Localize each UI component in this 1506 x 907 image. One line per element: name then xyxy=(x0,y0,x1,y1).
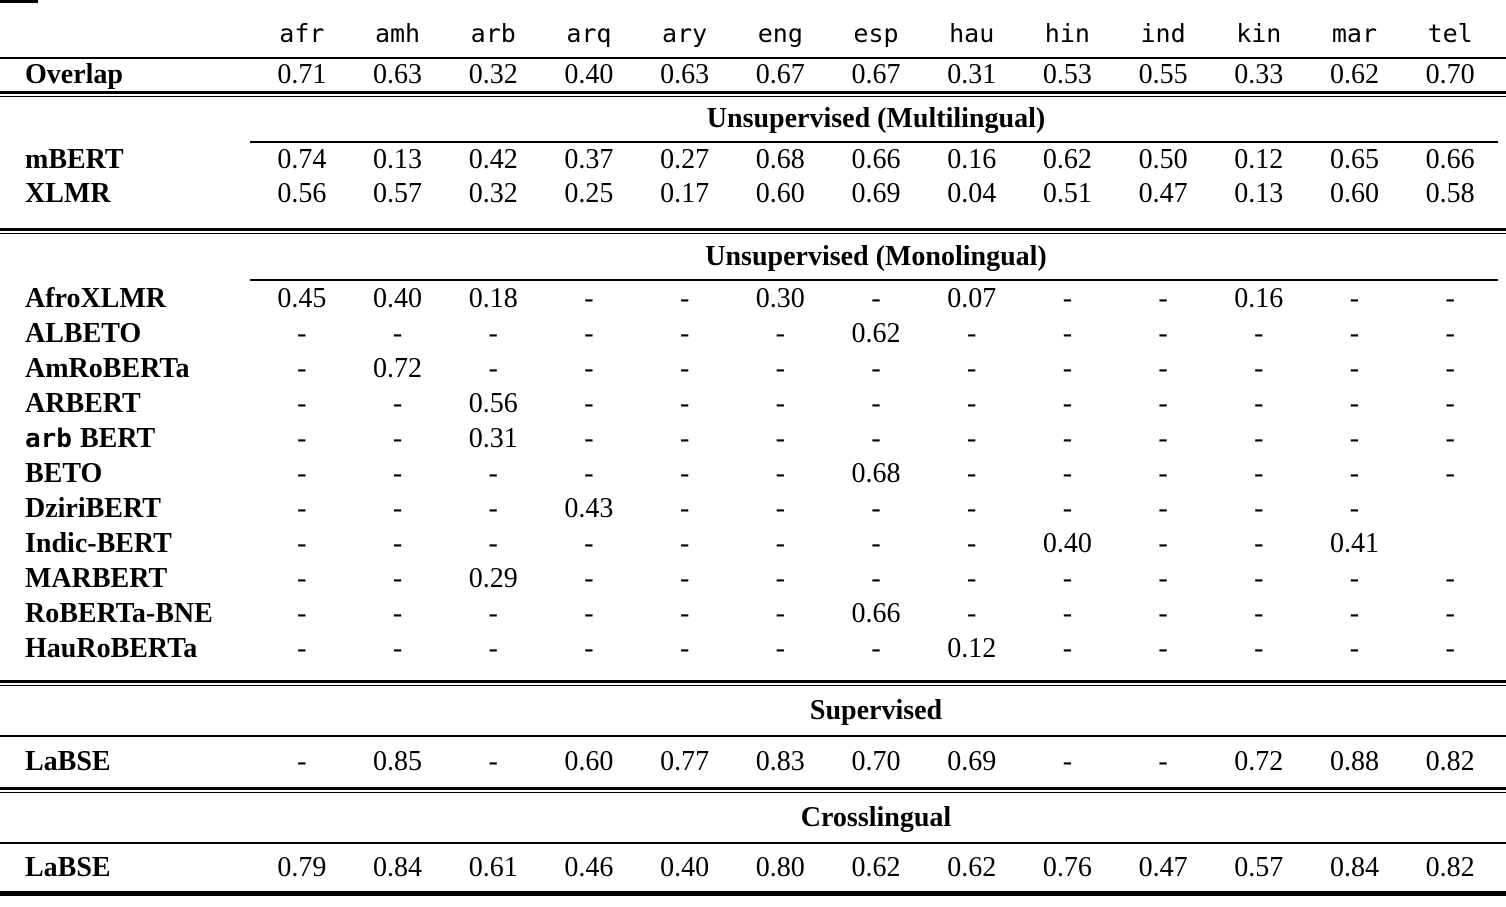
table-row xyxy=(0,631,1506,666)
value-cell: - xyxy=(679,352,690,384)
value-cell: - xyxy=(1445,317,1455,349)
row-label: BETO xyxy=(25,457,103,489)
value-cell: 0.30 xyxy=(755,282,805,314)
value-cell: 0.80 xyxy=(755,851,805,883)
value-cell: - xyxy=(392,422,403,454)
value-cell: 0.33 xyxy=(1234,59,1284,90)
value-cell: 0.67 xyxy=(755,59,805,90)
row-label: RoBERTa-BNE xyxy=(25,597,213,629)
value-cell: - xyxy=(1062,746,1073,777)
value-cell: 0.07 xyxy=(947,282,997,314)
value-cell: - xyxy=(1062,282,1073,314)
table-row xyxy=(0,281,1506,316)
value-cell: - xyxy=(1445,422,1455,454)
value-cell: 0.25 xyxy=(564,178,614,209)
section-title: Crosslingual xyxy=(800,801,952,833)
row-label-part: BERT xyxy=(79,422,156,454)
value-cell: 0.47 xyxy=(1138,851,1188,883)
value-cell: - xyxy=(679,387,690,419)
value-cell: 0.76 xyxy=(1042,851,1092,883)
value-cell: 0.16 xyxy=(947,144,997,175)
value-cell: - xyxy=(392,317,403,349)
value-cell: - xyxy=(297,422,307,454)
value-cell: 0.82 xyxy=(1425,746,1475,777)
value-cell: 0.62 xyxy=(851,317,901,349)
cropped-rule-fragment xyxy=(0,0,38,3)
value-cell: 0.12 xyxy=(947,632,997,664)
value-cell: - xyxy=(871,562,881,594)
value-cell: 0.40 xyxy=(1042,527,1092,559)
table-row xyxy=(0,561,1506,596)
section-title: Unsupervised (Monolingual) xyxy=(705,240,1047,272)
value-cell: - xyxy=(679,422,690,454)
value-cell: - xyxy=(775,632,785,664)
value-cell: - xyxy=(297,457,307,489)
col-header-hin: hin xyxy=(1044,19,1090,48)
value-cell: 0.40 xyxy=(660,851,710,883)
value-cell: 0.69 xyxy=(947,746,997,777)
value-cell: - xyxy=(967,527,977,559)
col-header-tel: tel xyxy=(1427,19,1473,48)
value-cell: 0.68 xyxy=(755,144,805,175)
value-cell: - xyxy=(297,492,307,524)
col-header-eng: eng xyxy=(757,19,803,48)
value-cell: - xyxy=(1254,457,1264,489)
value-cell: - xyxy=(1254,597,1264,629)
value-cell: - xyxy=(297,387,307,419)
value-cell: - xyxy=(775,492,785,524)
value-cell: 0.66 xyxy=(851,144,901,175)
value-cell: - xyxy=(1445,457,1455,489)
value-cell: - xyxy=(871,492,881,524)
value-cell: 0.32 xyxy=(468,59,518,90)
value-cell: - xyxy=(297,746,307,777)
value-cell: - xyxy=(297,632,307,664)
row-label: Overlap xyxy=(25,59,123,90)
value-cell: - xyxy=(584,422,594,454)
table-row xyxy=(0,177,1506,211)
value-cell: - xyxy=(1445,562,1455,594)
value-cell: - xyxy=(1254,422,1264,454)
value-cell: 0.65 xyxy=(1329,144,1379,175)
value-cell: 0.62 xyxy=(851,851,901,883)
value-cell: - xyxy=(679,492,690,524)
table-row xyxy=(0,526,1506,561)
value-cell: - xyxy=(584,632,594,664)
value-cell: - xyxy=(392,562,403,594)
value-cell: - xyxy=(775,597,785,629)
row-label: Indic-BERT xyxy=(25,527,172,559)
value-cell: - xyxy=(775,422,785,454)
value-cell: 0.70 xyxy=(1425,59,1475,90)
value-cell: - xyxy=(392,632,403,664)
value-cell: - xyxy=(297,597,307,629)
value-cell: 0.47 xyxy=(1138,178,1188,209)
value-cell: 0.13 xyxy=(1234,178,1284,209)
value-cell: - xyxy=(1445,632,1455,664)
value-cell: - xyxy=(1158,527,1168,559)
table-row xyxy=(0,143,1506,177)
corner-cell xyxy=(0,0,254,57)
value-cell: - xyxy=(967,422,977,454)
value-cell: 0.77 xyxy=(660,746,710,777)
value-cell: 0.79 xyxy=(277,851,327,883)
value-cell: - xyxy=(297,352,307,384)
value-cell: - xyxy=(1349,457,1360,489)
table-row xyxy=(0,456,1506,491)
table-sections xyxy=(0,91,1506,891)
table-row xyxy=(0,421,1506,456)
value-cell: - xyxy=(584,387,594,419)
value-cell: - xyxy=(679,632,690,664)
value-cell: 0.41 xyxy=(1329,527,1379,559)
value-cell: - xyxy=(1062,387,1073,419)
value-cell: 0.56 xyxy=(468,387,518,419)
value-cell: - xyxy=(1349,597,1360,629)
value-cell: - xyxy=(1062,562,1073,594)
value-cell: - xyxy=(584,352,594,384)
value-cell: - xyxy=(1158,387,1168,419)
value-cell: - xyxy=(1349,422,1360,454)
value-cell: - xyxy=(871,527,881,559)
value-cell: 0.63 xyxy=(660,59,710,90)
row-label: LaBSE xyxy=(25,746,111,777)
value-cell: - xyxy=(967,387,977,419)
value-cell: - xyxy=(392,597,403,629)
col-header-kin: kin xyxy=(1236,19,1282,48)
col-header-ind: ind xyxy=(1140,19,1186,48)
value-cell: 0.70 xyxy=(851,746,901,777)
value-cell: - xyxy=(584,282,594,314)
value-cell: 0.57 xyxy=(373,178,423,209)
value-cell: - xyxy=(488,597,498,629)
value-cell: - xyxy=(679,527,690,559)
value-cell: - xyxy=(1254,562,1264,594)
value-cell: - xyxy=(1349,387,1360,419)
value-cell: - xyxy=(297,562,307,594)
value-cell: 0.60 xyxy=(564,746,614,777)
value-cell: - xyxy=(1158,317,1168,349)
value-cell: 0.68 xyxy=(851,457,901,489)
value-cell: - xyxy=(297,527,307,559)
value-cell xyxy=(1402,526,1498,561)
value-cell: - xyxy=(1062,632,1073,664)
value-cell: - xyxy=(679,282,690,314)
value-cell: 0.04 xyxy=(947,178,997,209)
value-cell: - xyxy=(1158,492,1168,524)
bottom-rule xyxy=(0,891,1506,896)
value-cell: 0.40 xyxy=(373,282,423,314)
value-cell: - xyxy=(488,352,498,384)
col-header-mar: mar xyxy=(1331,19,1378,48)
value-cell: 0.74 xyxy=(277,144,327,175)
value-cell: - xyxy=(1445,597,1455,629)
value-cell: - xyxy=(1158,597,1168,629)
value-cell: 0.43 xyxy=(564,492,614,524)
value-cell: - xyxy=(871,422,881,454)
value-cell: 0.32 xyxy=(468,178,518,209)
value-cell: - xyxy=(871,282,881,314)
value-cell xyxy=(1402,491,1498,526)
row-label: ALBETO xyxy=(25,317,142,349)
col-header-arq: arq xyxy=(566,19,612,48)
value-cell: - xyxy=(1158,562,1168,594)
value-cell: - xyxy=(679,457,690,489)
value-cell: 0.13 xyxy=(373,144,423,175)
value-cell: 0.17 xyxy=(660,178,710,209)
table-row xyxy=(0,316,1506,351)
value-cell: 0.84 xyxy=(373,851,423,883)
col-header-ary: ary xyxy=(662,19,708,48)
section-bottom-padding xyxy=(0,211,1506,228)
section-title: Supervised xyxy=(809,694,943,726)
value-cell: 0.60 xyxy=(755,178,805,209)
col-header-amh: amh xyxy=(374,19,421,48)
value-cell: 0.57 xyxy=(1234,851,1284,883)
value-cell: - xyxy=(871,387,881,419)
value-cell: - xyxy=(488,746,498,777)
value-cell: - xyxy=(775,562,785,594)
value-cell: 0.37 xyxy=(564,144,614,175)
value-cell: - xyxy=(775,387,785,419)
col-header-esp: esp xyxy=(853,19,899,48)
value-cell: - xyxy=(392,387,403,419)
value-cell: 0.50 xyxy=(1138,144,1188,175)
value-cell: - xyxy=(392,527,403,559)
value-cell: - xyxy=(1254,527,1264,559)
row-label: LaBSE xyxy=(25,851,111,883)
section-title: Unsupervised (Multilingual) xyxy=(706,103,1046,134)
value-cell: - xyxy=(1062,597,1073,629)
value-cell: - xyxy=(1349,632,1360,664)
value-cell: - xyxy=(1062,352,1073,384)
value-cell: - xyxy=(967,562,977,594)
row-label: ARBERT xyxy=(25,387,141,419)
value-cell: - xyxy=(1254,632,1264,664)
value-cell: - xyxy=(967,317,977,349)
value-cell: 0.46 xyxy=(564,851,614,883)
value-cell: - xyxy=(1158,746,1168,777)
value-cell: 0.72 xyxy=(1234,746,1284,777)
value-cell: 0.40 xyxy=(564,59,614,90)
table-row xyxy=(0,596,1506,631)
value-cell: - xyxy=(584,317,594,349)
value-cell: - xyxy=(967,492,977,524)
value-cell: - xyxy=(1349,352,1360,384)
value-cell: 0.56 xyxy=(277,178,327,209)
value-cell: - xyxy=(775,352,785,384)
value-cell: - xyxy=(775,527,785,559)
col-header-afr: afr xyxy=(279,19,325,48)
value-cell: - xyxy=(679,562,690,594)
table-row xyxy=(0,386,1506,421)
value-cell: - xyxy=(871,352,881,384)
row-label: MARBERT xyxy=(25,562,168,594)
value-cell: 0.31 xyxy=(468,422,518,454)
value-cell: 0.42 xyxy=(468,144,518,175)
row-label: DziriBERT xyxy=(25,492,161,524)
value-cell: - xyxy=(1445,352,1455,384)
value-cell: - xyxy=(488,527,498,559)
value-cell: - xyxy=(1349,492,1360,524)
row-label: XLMR xyxy=(25,178,111,209)
value-cell: - xyxy=(871,632,881,664)
value-cell: 0.61 xyxy=(468,851,518,883)
value-cell: 0.66 xyxy=(851,597,901,629)
value-cell: - xyxy=(584,527,594,559)
table-row xyxy=(0,737,1506,787)
value-cell: 0.83 xyxy=(755,746,805,777)
value-cell: - xyxy=(1158,352,1168,384)
value-cell: - xyxy=(1158,282,1168,314)
value-cell: 0.16 xyxy=(1234,282,1284,314)
value-cell: 0.58 xyxy=(1425,178,1475,209)
value-cell: - xyxy=(967,457,977,489)
value-cell: - xyxy=(488,317,498,349)
row-label-mono-part: arb xyxy=(25,423,72,454)
value-cell: 0.12 xyxy=(1234,144,1284,175)
value-cell: - xyxy=(1254,387,1264,419)
value-cell: - xyxy=(392,492,403,524)
value-cell: 0.88 xyxy=(1329,746,1379,777)
value-cell: 0.62 xyxy=(1329,59,1379,90)
value-cell: - xyxy=(1158,632,1168,664)
table-row xyxy=(0,844,1506,891)
value-cell: 0.29 xyxy=(468,562,518,594)
row-label xyxy=(0,421,254,456)
row-label: mBERT xyxy=(25,144,124,175)
value-cell: 0.72 xyxy=(373,352,423,384)
value-cell: - xyxy=(1062,422,1073,454)
value-cell: - xyxy=(297,317,307,349)
value-cell: - xyxy=(1254,352,1264,384)
value-cell: 0.18 xyxy=(468,282,518,314)
value-cell: 0.31 xyxy=(947,59,997,90)
value-cell: 0.69 xyxy=(851,178,901,209)
col-header-hau: hau xyxy=(949,19,995,48)
value-cell: 0.27 xyxy=(660,144,710,175)
value-cell: - xyxy=(1062,492,1073,524)
value-cell: 0.63 xyxy=(373,59,423,90)
value-cell: - xyxy=(679,597,690,629)
overlap-row xyxy=(0,59,1506,91)
value-cell: 0.51 xyxy=(1042,178,1092,209)
value-cell: - xyxy=(1349,317,1360,349)
value-cell: - xyxy=(775,457,785,489)
value-cell: 0.67 xyxy=(851,59,901,90)
value-cell: - xyxy=(1254,317,1264,349)
value-cell: 0.85 xyxy=(373,746,423,777)
value-cell: - xyxy=(392,457,403,489)
value-cell: - xyxy=(1158,457,1168,489)
value-cell: - xyxy=(775,317,785,349)
value-cell: - xyxy=(488,632,498,664)
value-cell: - xyxy=(584,562,594,594)
column-header-row xyxy=(0,0,1506,57)
value-cell: - xyxy=(1062,457,1073,489)
value-cell: 0.45 xyxy=(277,282,327,314)
table-row xyxy=(0,491,1506,526)
value-cell: - xyxy=(584,597,594,629)
row-label: AmRoBERTa xyxy=(25,352,190,384)
col-header-arb: arb xyxy=(470,19,516,48)
value-cell: - xyxy=(1158,422,1168,454)
value-cell: 0.60 xyxy=(1329,178,1379,209)
value-cell: - xyxy=(967,352,977,384)
value-cell: 0.82 xyxy=(1425,851,1475,883)
value-cell: - xyxy=(1062,317,1073,349)
value-cell: - xyxy=(1445,282,1455,314)
value-cell: 0.84 xyxy=(1329,851,1379,883)
value-cell: - xyxy=(488,492,498,524)
value-cell: 0.55 xyxy=(1138,59,1188,90)
value-cell: 0.53 xyxy=(1042,59,1092,90)
value-cell: - xyxy=(1445,387,1455,419)
value-cell: - xyxy=(1349,282,1360,314)
value-cell: 0.62 xyxy=(947,851,997,883)
value-cell: - xyxy=(967,597,977,629)
value-cell: 0.71 xyxy=(277,59,327,90)
value-cell: 0.66 xyxy=(1425,144,1475,175)
value-cell: - xyxy=(584,457,594,489)
value-cell: - xyxy=(488,457,498,489)
row-label: HauRoBERTa xyxy=(25,632,198,664)
table-row xyxy=(0,351,1506,386)
value-cell: - xyxy=(1349,562,1360,594)
value-cell: - xyxy=(679,317,690,349)
value-cell: - xyxy=(1254,492,1264,524)
section-bottom-padding xyxy=(0,666,1506,680)
row-label: AfroXLMR xyxy=(25,282,167,314)
value-cell: 0.62 xyxy=(1042,144,1092,175)
